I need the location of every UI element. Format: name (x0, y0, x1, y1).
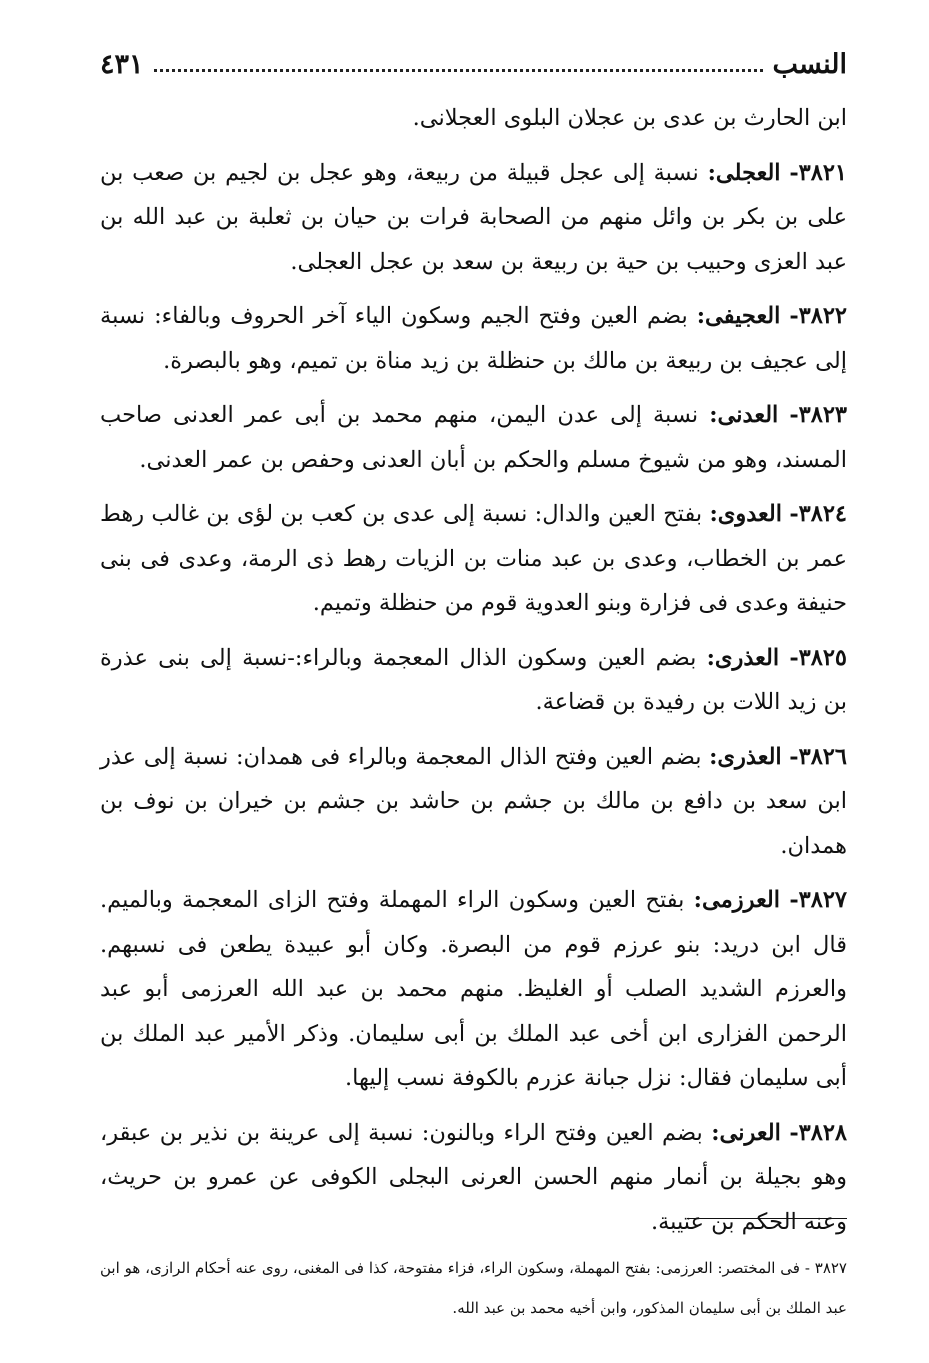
running-title: النسب (772, 49, 847, 80)
entry-number: ٣٨٢١- (789, 159, 847, 186)
footnote: ٣٨٢٧ - فى المختصر: العرزمى: بفتح المهملة، وسكون الراء، فزاء مفتوحة، كذا فى المغنى، روى عنه أحكام الرازى، هو ابن عبد الملك بن أبى سليمان المذكور، وابن أخيه محمد بن عبد الله. (100, 1259, 847, 1317)
entry-text: بضم العين وسكون الذال المعجمة وبالراء:-نسبة إلى بنى عذرة بن زيد اللات بن رفيدة بن قضاعة. (100, 644, 847, 715)
entry-3827 (100, 878, 847, 1101)
entry-3828 (100, 1111, 847, 1245)
entry-3822 (100, 294, 847, 383)
entry-headword: العدوى: (709, 501, 782, 527)
running-header (100, 36, 847, 80)
entry-3826 (100, 735, 847, 869)
leader-dots (154, 68, 763, 72)
entry-headword: العجيفى: (696, 303, 781, 329)
entry-3824 (100, 492, 847, 626)
entry-number: ٣٨٢٢- (789, 303, 847, 329)
entry-number: ٣٨٢٣- (789, 402, 848, 428)
entry-3825 (100, 636, 847, 725)
entry-headword: العذرى: (709, 743, 782, 770)
entry-headword: العرزمى: (693, 887, 781, 913)
entry-number: ٣٨٢٧- (789, 887, 848, 913)
entry-text: بضم العين وفتح الراء وبالنون: نسبة إلى عرينة بن نذير بن عبقر، وهو بجيلة بن أنمار منهم الحسن العرنى البجلى الكوفى عن عمرو بن حريث، وعنه الحكم بن عتيبة. (100, 1119, 847, 1235)
entry-headword: العرنى: (711, 1119, 781, 1146)
page-number: ٤٣١ (100, 49, 144, 80)
intro-paragraph: ابن الحارث بن عدى بن عجلان البلوى العجلانى. (412, 105, 847, 131)
entry-text: نسبة إلى عجل قبيلة من ربيعة، وهو عجل بن لجيم بن صعب بن على بن بكر بن وائل منهم من الصحابة فرات بن حيان بن ثعلبة بن عبد الله بن عبد العزى وحبيب بن حية بن ربيعة بن سعد بن عجل العجلى. (100, 159, 847, 275)
entry-number: ٣٨٢٦- (789, 743, 847, 770)
entry-number: ٣٨٢٨- (789, 1119, 848, 1146)
entry-text: بفتح العين وسكون الراء المهملة وفتح الزاى المعجمة وبالميم. قال ابن دريد: بنو عرزم قوم من البصرة. وكان أبو عبيدة يطعن فى نسبهم. والعرزم الشديد الصلب أو الغليظ. منهم محمد بن عبد الله العرزمى أبو عبد الرحمن الفزارى ابن أخى عبد الملك بن أبى سليمان. وذكر الأمير عبد الملك بن أبى سليمان فقال: نزل جبانة عزرم بالكوفة نسب إليها. (100, 887, 847, 1091)
entry-headword: العذرى: (706, 644, 780, 671)
main-text (100, 96, 847, 1244)
entry-text: بضم العين وفتح الذال المعجمة وبالراء فى همدان: نسبة إلى عذر ابن سعد بن دافع بن مالك بن جشم بن حاشد بن جشم بن خيران بن نوف بن همدان. (100, 743, 847, 859)
entry-text: بفتح العين والدال: نسبة إلى عدى بن كعب بن لؤى بن غالب رهط عمر بن الخطاب، وعدى بن عبد منات بن الزيات رهط ذى الرمة، وعدى فى بنى حنيفة وعدى فى فزارة وبنو العدوية قوم من حنظلة وتميم. (100, 501, 847, 616)
footnote-divider (687, 1218, 847, 1219)
entry-text: نسبة إلى عدن اليمن، منهم محمد بن أبى عمر العدنى صاحب المسند، وهو من شيوخ مسلم والحكم بن أبان العدنى وحفص بن عمر العدنى. (100, 402, 847, 473)
entry-number: ٣٨٢٤- (789, 501, 848, 527)
entry-headword: العجلى: (707, 159, 781, 186)
entry-3821 (100, 151, 847, 285)
entry-headword: العدنى: (709, 402, 779, 428)
entry-text: بضم العين وفتح الجيم وسكون الياء آخر الحروف وبالفاء: نسبة إلى عجيف بن ربيعة بن مالك بن حنظلة بن زيد مناة بن تميم، وهو بالبصرة. (100, 303, 847, 374)
entry-3823 (100, 393, 847, 482)
entry-number: ٣٨٢٥- (789, 644, 848, 671)
